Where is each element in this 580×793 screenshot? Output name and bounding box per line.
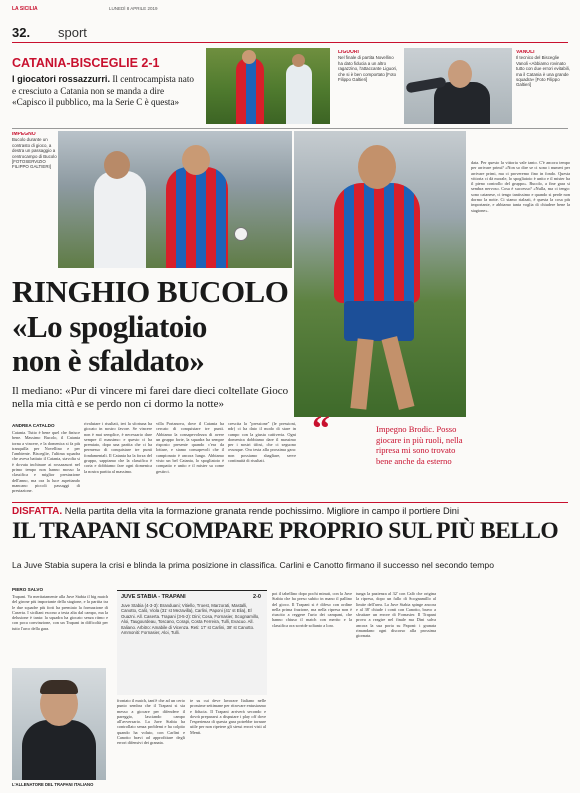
coach-photo-body xyxy=(22,720,96,780)
main-col-5-text: data. Per questo la vittoria vale tanto. C'è ancora tempo per arrivare primi? «Non so dire se ci sono i numeri per arrivare primi, ma ci proveremo fino in fondo. Questa vittoria ci dà morale, lo spogliatoio è unito e il mister ha il pieno controllo del gruppo». Bucolo, a fine gara si sembra nervoso. Cosa è successo? «Nulla, ma ci tengo: sono catanese, ci tengo tantissimo e quando si perde non dormo la notte. Ci siamo rialzati, è questa la cosa più importante, e abbiamo tanta voglia di chiudere bene la stagione». xyxy=(471,160,570,213)
impegno-caption xyxy=(12,132,58,170)
bottom-col-4 xyxy=(272,591,352,787)
main-photo-tackle xyxy=(58,131,292,268)
bottom-kicker xyxy=(12,505,568,518)
bucolo-head xyxy=(358,145,396,189)
bucolo-shorts xyxy=(344,301,414,341)
bucolo-leg-2 xyxy=(382,336,415,410)
player-catania xyxy=(166,167,228,268)
section-rule xyxy=(12,502,568,503)
bottom-kicker-text: Nella partita della vita la formazione granata rende pochissimo. Migliore in campo il portiere Dini xyxy=(62,506,460,516)
vanoli-caption xyxy=(516,50,570,88)
bottom-col-2-text: frontato il match, tant'è che ad un certo punto sembra che il Trapani si sia messo a giocare per difendere il pareggio, lasciando campo all'avversario. La Juve Stabia ha controllato senza problemi e ha colpito quando ha voluto, con Carlini e Canotto bravi ad approfittare degli errori difensivi dei granata. xyxy=(117,698,185,746)
top-kicker: CATANIA-BISCEGLIE 2-1 xyxy=(12,56,160,70)
main-subhead: Il mediano: «Pur di vincere mi farei dare dieci coltellate Gioco nella mia città e se perdo non ci dormo la notte» xyxy=(12,385,289,410)
bottom-label: DISFATTA. xyxy=(12,506,63,517)
vanoli-name: VANOLI xyxy=(516,50,535,55)
main-byline: ANDREA CATALDO xyxy=(12,423,55,428)
header-rule xyxy=(12,42,568,43)
liguori-caption xyxy=(338,50,398,82)
page-number: 32. xyxy=(12,25,31,40)
top-rule xyxy=(12,128,568,129)
bottom-headline: IL TRAPANI SCOMPARE PROPRIO SUL PIÙ BELLO xyxy=(12,518,559,544)
main-col-4 xyxy=(228,421,296,498)
vanoli-photo xyxy=(404,48,512,124)
bottom-col-1-text: Trapani. Va meritatamente alla Juve Stabia il big match del girone più importante della stagione, e la partita tra le due squadre più forti ha premiato la formazione di Caserta. I siciliani escono a testa alta dal campo, ma la delusione è tanta: la squadra ha giocato senza ritmo e con poca convinzione, con un Trapani in difficoltà per tutto l'arco della gara. xyxy=(12,594,108,631)
newspaper-name: LA SICILIA xyxy=(12,6,38,12)
main-col-1-text: Catania. Tutto è bene quel che finisce bene. Massimo Bucolo, il Catania torna a vincere, e la domenica si fa più tranquilla per Novellino e per l'ambiente. Bisceglie, l'ultima squadra che aveva battuto il Catania, stavolta si è dovuta inchinare ai rossazzurri nel primo tempo non hanno mosso la classifica e miglior prestazione dell'anno, ma ora la luce aspettando mancano piccoli passaggi di prestazione. xyxy=(12,430,80,494)
liguori-photo xyxy=(206,48,330,124)
bottom-byline: PIERO SALVO xyxy=(12,587,44,592)
player-figure xyxy=(236,58,264,124)
top-teaser-text: Il centrocampista nato e cresciuto a Catania non se manda a dire «Capisco il pubblico, ma la Serie C è questa» xyxy=(12,74,194,107)
section-label: sport xyxy=(58,25,87,40)
coach-head xyxy=(448,60,472,88)
main-col-2-text: rivalutare i risultati, ieri la sfortuna ha giocato in nostro favore. Se vincere non è mai semplice, è necessario dare sempre il massimo: e questo ci ha premiato, dopo una partita che ci ha permesso di conquistare tre punti fondamentali. Il Catania ha la forza del gruppo, sappiamo che la classifica è corta e dobbiamo fare ogni domenica la nostra partita al massimo. xyxy=(84,421,152,474)
coach-body xyxy=(434,82,490,124)
issue-date: LUNEDÌ 8 APRILE 2019 xyxy=(109,6,158,11)
bottom-col-2 xyxy=(117,698,185,788)
main-headline-2: «Lo spogliatoio xyxy=(12,309,207,344)
bottom-col-3 xyxy=(190,698,266,788)
bottom-subhead: La Juve Stabia supera la crisi e blinda la prima posizione in classifica. Carlini e Canotto firmano il successo nel secondo tempo xyxy=(12,560,494,570)
pull-quote-mark: “ xyxy=(312,408,330,448)
coach-photo-hair xyxy=(40,680,78,694)
main-col-3 xyxy=(156,421,224,498)
liguori-name: LIGUORI xyxy=(338,50,359,55)
player-head xyxy=(242,50,256,64)
impegno-name: IMPEGNO xyxy=(12,132,36,137)
main-headline-3: non è sfaldato» xyxy=(12,343,205,378)
pull-quote: Impegno Brodic. Posso giocare in più ruoli, nella ripresa mi sono trovato bene anche da esterno xyxy=(376,424,463,466)
bottom-col-5-text: tunga la pazienza al 32' con Calò che origina la ripresa, dopo un fallo di Scognamillo al limite dell'area. La Juve Stabia spinge ancora e al 38' chiude i conti con Canotto, bravo a sfruttare un errore di Fornasier. Il Trapani prova a reagire nel finale ma Dini salva ancora la sua porta su Paponi: i granata rimandano ogni discorso alla prossima giornata. xyxy=(356,591,436,639)
newspaper-header xyxy=(12,6,568,16)
main-col-5 xyxy=(471,160,570,495)
opponent-head xyxy=(292,54,305,67)
match-box-title: JUVE STABIA - TRAPANI xyxy=(121,594,186,600)
bucolo-leg xyxy=(350,338,373,409)
top-teaser-bold: I giocatori rossazzurri. xyxy=(12,74,111,84)
impegno-text: Bucolo durante un contrasto di gioco, a destra un passaggio a centrocampo di Bucolo [FOTOSERVIZIO FILIPPO GALTIERI] xyxy=(12,137,57,170)
coach-photo-caption: L'ALLENATORE DEL TRAPANI ITALIANO xyxy=(12,782,94,787)
main-headline-1: RINGHIO BUCOLO xyxy=(12,274,289,309)
opponent-figure xyxy=(286,64,312,124)
match-box xyxy=(117,590,267,695)
match-box-text: Juve Stabia (4-3-3): Branduani; Vitiello, Troest, Marzorati, Mastalli, Canotto, Calò, Viola (31' st Mezavilla), Carlini, Paponi (41' st Elia), El Ouazni. All. Caserta. Trapani (3-5-2): Dini; Cosa, Fornasier, Scognamillo, Aloi, Taugourdeau, Toscano, Corapi, Costa Ferreira, Tulli, Evacuo. All. Italiano. Arbitro: Amabile di Vicenza. Reti: 17' st Carlini, 38' st Canotto. Ammoniti: Fornasier, Aloi, Tulli. xyxy=(121,603,260,636)
liguori-text: Nel finale di partita Novellino ha dato fiducia a un altro ragazzino, l'attaccante Liguori, che si è ben comportato [Foto Filippo Galtieri] xyxy=(338,55,398,83)
main-photo-bucolo xyxy=(294,131,466,417)
bottom-col-4-text: poi il tabellino dopo pochi minuti, con la Juve Stabia che ha preso subito in mano il pallino del gioco. Il Trapani si è difeso con ordine nella prima frazione, ma nella ripresa non è riuscito a reggere l'urto dei campani, che hanno chiuso il match con merito e la classifica ora sorride soltanto a loro. xyxy=(272,591,352,628)
main-col-4-text: crescita la "pressione" (le pressioni, ndr) ci ha dato il modo di stare in campo con la giusta cattiveria. Ogni domenica dobbiamo dare il massimo per i nostri tifosi, che ci seguono ovunque. Ora testa alla prossima gara: non possiamo sbagliare, serve continuità di risultati. xyxy=(228,421,296,464)
player-white xyxy=(94,171,146,268)
bottom-col-5 xyxy=(356,591,436,787)
coach-photo xyxy=(12,668,106,780)
bottom-col-3-text: te su cui deve lavorare Italiano nelle prossime settimane per ritrovare entusiasmo e fiducia. Il Trapani arriverà secondo e dovrà prepararsi a disputare i play off dove l'esperienza di questa gara potrebbe tornare utile per non ripetere gli stessi errori visti al Menti. xyxy=(190,698,266,735)
main-col-3-text: villa Portanova, dove il Catania ha cercato di conquistare tre punti. Abbiamo la consapevolezza di avere un gruppo forte, la squadra ha sempre risposto presente quando c'era da lottare, e siamo consapevoli che il campionato è ancora lungo. Abbiamo visto un bel Catania, lo spogliatoio è compatto e unito e il mister sa come gestirci. xyxy=(156,421,224,474)
bucolo-torso xyxy=(334,183,420,303)
main-col-2 xyxy=(84,421,152,498)
ball xyxy=(234,227,248,241)
top-teaser xyxy=(12,74,198,109)
main-col-1 xyxy=(12,430,80,498)
player-catania-head xyxy=(182,145,210,175)
vanoli-text: Il tecnico del Bisceglie Vanoli «Abbiamo rovinato tutto con due errori evitabili, ma il Catania è una grande squadra» [Foto Filippo Galtieri] xyxy=(516,55,570,88)
match-box-score: 2-0 xyxy=(253,594,261,600)
player-white-head xyxy=(104,151,130,179)
bottom-col-1 xyxy=(12,594,108,666)
